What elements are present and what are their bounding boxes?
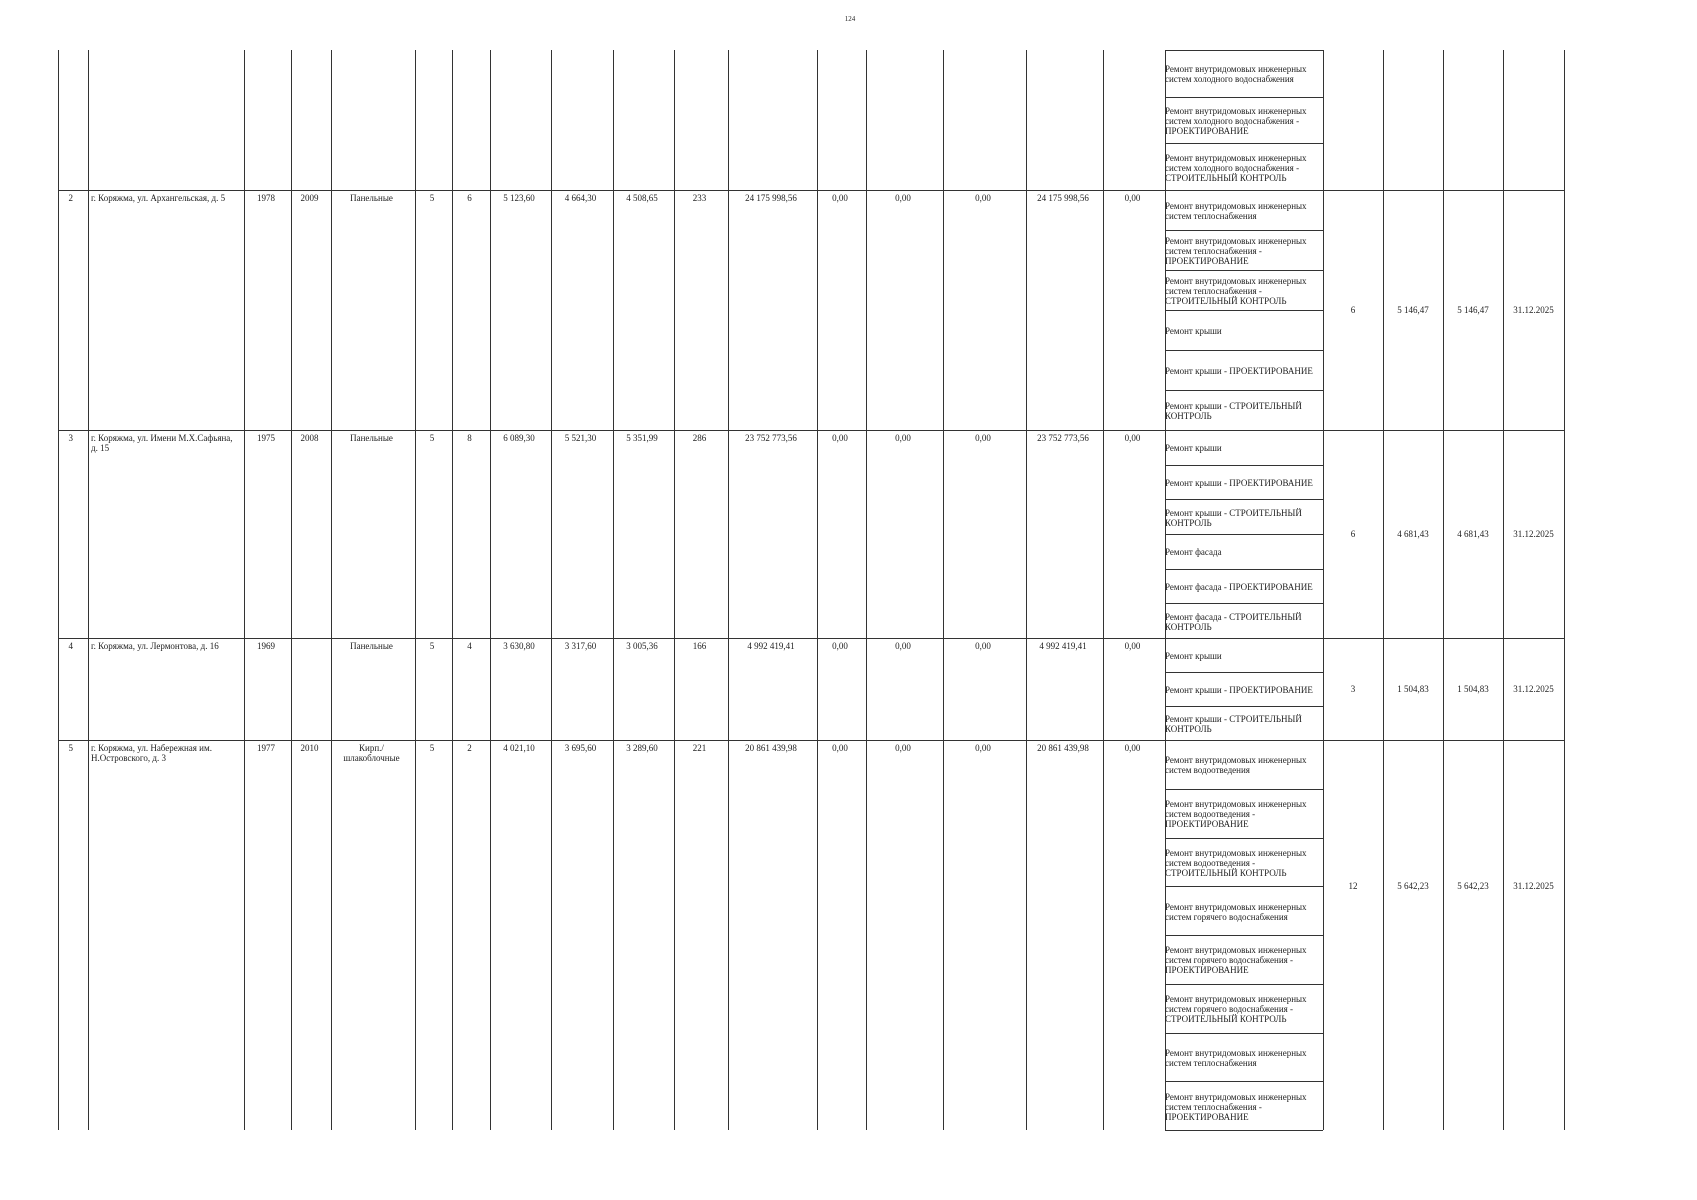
cell-cost-fund: 0,00 [832, 641, 848, 651]
column-rule [866, 50, 867, 1130]
cell-cost-region: 0,00 [895, 641, 911, 651]
work-rule [1165, 50, 1323, 51]
cell-floors: 5 [429, 743, 435, 753]
work-item: Ремонт внутридомовых инженерных систем теплоснабжения - СТРОИТЕЛЬНЫЙ КОНТРОЛЬ [1165, 276, 1307, 306]
cell-deadline: 31.12.2025 [1513, 305, 1554, 315]
cell-entrances: 8 [467, 433, 472, 443]
cell-address: г. Коряжма, ул. Лермонтова, д. 16 [91, 641, 219, 651]
work-item: Ремонт внутридомовых инженерных систем водоотведения [1165, 755, 1307, 776]
cell-entrances: 2 [467, 743, 472, 753]
cell-area-residential: 3 289,60 [626, 743, 658, 753]
work-item: Ремонт внутридомовых инженерных систем горячего водоснабжения [1165, 901, 1307, 922]
cell-cost-total: 20 861 439,98 [745, 743, 797, 753]
work-rule [1165, 984, 1323, 985]
column-rule [1564, 50, 1565, 1130]
work-rule [1165, 143, 1323, 144]
cell-cost-owners: 4 992 419,41 [1039, 641, 1087, 651]
cell-wall-material: Панельные [350, 433, 393, 443]
cell-unit-cost-limit: 5 146,47 [1457, 305, 1489, 315]
work-rule [1165, 569, 1323, 570]
cell-cost-municipal: 0,00 [975, 433, 991, 443]
cell-cost-region: 0,00 [895, 193, 911, 203]
work-rule [1165, 465, 1323, 466]
cell-unit-cost: 1 504,83 [1397, 684, 1429, 694]
cell-floors: 5 [429, 433, 435, 443]
work-rule [1165, 935, 1323, 936]
cell-cost-fund: 0,00 [832, 193, 848, 203]
work-item: Ремонт внутридомовых инженерных систем водоотведения - ПРОЕКТИРОВАНИЕ [1165, 799, 1307, 830]
work-item: Ремонт внутридомовых инженерных систем теплоснабжения - ПРОЕКТИРОВАНИЕ [1165, 1091, 1307, 1122]
column-rule [728, 50, 729, 1130]
work-rule [1165, 310, 1323, 311]
cell-works-count: 6 [1350, 529, 1356, 539]
work-rule [1165, 97, 1323, 98]
column-rule [58, 50, 59, 1130]
cell-cost-municipal: 0,00 [975, 193, 991, 203]
cell-area-premises: 3 317,60 [564, 641, 597, 651]
row-rule [58, 190, 1564, 191]
column-rule [943, 50, 944, 1130]
work-rule [1165, 789, 1323, 790]
cell-address: г. Коряжма, ул. Архангельская, д. 5 [91, 193, 226, 203]
work-rule [1165, 1081, 1323, 1082]
cell-address: г. Коряжма, ул. Имени М.Х.Сафьяна, д. 15 [91, 433, 233, 453]
cell-cost-total: 4 992 419,41 [747, 641, 795, 651]
cell-cost-owners: 20 861 439,98 [1037, 743, 1089, 753]
cell-wall-material: Кирп./ шлакоблочные [343, 743, 400, 763]
cell-cost-owners: 23 752 773,56 [1037, 433, 1089, 443]
work-rule [1165, 603, 1323, 604]
work-item: Ремонт внутридомовых инженерных систем горячего водоснабжения - ПРОЕКТИРОВАНИЕ [1165, 945, 1307, 976]
cell-no: 2 [68, 193, 73, 203]
cell-area-total: 5 123,60 [503, 193, 535, 203]
cell-year-renovated: 2010 [300, 743, 319, 753]
work-item: Ремонт фасада [1165, 547, 1222, 558]
work-rule [1165, 706, 1323, 707]
row-rule [58, 740, 1564, 741]
work-item: Ремонт внутридомовых инженерных систем холодного водоснабжения [1165, 64, 1307, 85]
cell-cost-total: 23 752 773,56 [745, 433, 797, 443]
cell-unit-cost: 4 681,43 [1397, 529, 1429, 539]
work-rule [1165, 350, 1323, 351]
cell-year-built: 1978 [257, 193, 275, 203]
work-rule [1165, 672, 1323, 673]
cell-no: 4 [68, 641, 73, 651]
cell-residents: 166 [692, 641, 707, 651]
work-item: Ремонт крыши - ПРОЕКТИРОВАНИЕ [1165, 477, 1313, 488]
column-rule [88, 50, 89, 1130]
work-item: Ремонт крыши [1165, 651, 1222, 661]
cell-area-total: 3 630,80 [503, 641, 535, 651]
work-item: Ремонт внутридомовых инженерных систем горячего водоснабжения - СТРОИТЕЛЬНЫЙ КОНТРОЛЬ [1165, 994, 1307, 1025]
cell-residents: 233 [692, 193, 707, 203]
work-rule [1165, 886, 1323, 887]
row-rule [58, 638, 1564, 639]
work-item: Ремонт крыши - ПРОЕКТИРОВАНИЕ [1165, 366, 1313, 376]
cell-area-premises: 4 664,30 [564, 193, 597, 203]
cell-cost-total: 24 175 998,56 [745, 193, 797, 203]
work-rule [1165, 1130, 1323, 1131]
cell-cost-region: 0,00 [895, 743, 911, 753]
cell-cost-municipal: 0,00 [975, 743, 991, 753]
work-item: Ремонт фасада - СТРОИТЕЛЬНЫЙ КОНТРОЛЬ [1165, 611, 1302, 632]
cell-unit-cost: 5 146,47 [1397, 305, 1429, 315]
work-item: Ремонт крыши - ПРОЕКТИРОВАНИЕ [1165, 685, 1313, 695]
cell-cost-fund: 0,00 [832, 743, 848, 753]
work-rule [1165, 230, 1323, 231]
cell-year-built: 1975 [257, 433, 275, 443]
column-rule [674, 50, 675, 1130]
cell-cost-region: 0,00 [895, 433, 911, 443]
cell-area-premises: 5 521,30 [564, 433, 597, 443]
cell-entrances: 4 [467, 641, 472, 651]
cell-entrances: 6 [467, 193, 472, 203]
row-rule [58, 430, 1564, 431]
cell-deadline: 31.12.2025 [1513, 684, 1554, 694]
cell-cost-fund: 0,00 [832, 433, 848, 443]
column-rule [817, 50, 818, 1130]
work-item: Ремонт фасада - ПРОЕКТИРОВАНИЕ [1165, 581, 1313, 592]
work-item: Ремонт внутридомовых инженерных систем холодного водоснабжения - ПРОЕКТИРОВАНИЕ [1165, 105, 1307, 136]
cell-no: 5 [68, 743, 73, 753]
cell-unit-cost: 5 642,23 [1397, 881, 1429, 891]
cell-cost-other: 0,00 [1124, 641, 1141, 651]
cell-year-renovated: 2008 [300, 433, 319, 443]
work-rule [1165, 1033, 1323, 1034]
work-item: Ремонт внутридомовых инженерных систем теплоснабжения - ПРОЕКТИРОВАНИЕ [1165, 236, 1307, 266]
cell-floors: 5 [429, 193, 435, 203]
cell-area-residential: 4 508,65 [626, 193, 658, 203]
column-rule [291, 50, 292, 1130]
cell-unit-cost-limit: 4 681,43 [1457, 529, 1489, 539]
cell-cost-other: 0,00 [1124, 743, 1141, 753]
cell-residents: 221 [692, 743, 707, 753]
cell-residents: 286 [692, 433, 707, 443]
work-item: Ремонт крыши [1165, 443, 1222, 454]
cell-area-residential: 5 351,99 [626, 433, 658, 443]
cell-year-built: 1977 [257, 743, 275, 753]
column-rule [452, 50, 453, 1130]
cell-cost-other: 0,00 [1124, 433, 1141, 443]
cell-works-count: 6 [1350, 305, 1356, 315]
work-item: Ремонт крыши - СТРОИТЕЛЬНЫЙ КОНТРОЛЬ [1165, 401, 1302, 421]
cell-deadline: 31.12.2025 [1513, 881, 1554, 891]
cell-area-total: 4 021,10 [503, 743, 535, 753]
cell-unit-cost-limit: 5 642,23 [1457, 881, 1489, 891]
cell-wall-material: Панельные [350, 193, 393, 203]
column-rule [1503, 50, 1504, 1130]
cell-works-count: 3 [1350, 684, 1356, 694]
cell-floors: 5 [429, 641, 435, 651]
work-item: Ремонт крыши [1165, 326, 1222, 336]
cell-address: г. Коряжма, ул. Набережная им. Н.Островского, д. 3 [91, 743, 212, 763]
cell-cost-other: 0,00 [1124, 193, 1141, 203]
cell-unit-cost-limit: 1 504,83 [1457, 684, 1489, 694]
work-item: Ремонт внутридомовых инженерных систем теплоснабжения [1165, 1047, 1307, 1068]
cell-year-renovated: 2009 [300, 193, 319, 203]
work-rule [1165, 838, 1323, 839]
cell-wall-material: Панельные [350, 641, 393, 651]
column-rule [244, 50, 245, 1130]
cell-works-count: 12 [1348, 881, 1358, 891]
column-rule [415, 50, 416, 1130]
column-rule [1103, 50, 1104, 1130]
work-item: Ремонт внутридомовых инженерных систем водоотведения - СТРОИТЕЛЬНЫЙ КОНТРОЛЬ [1165, 847, 1307, 878]
cell-no: 3 [68, 433, 73, 443]
column-rule [1383, 50, 1384, 1130]
column-rule [490, 50, 491, 1130]
cell-year-built: 1969 [257, 641, 275, 651]
cell-cost-municipal: 0,00 [975, 641, 991, 651]
work-item: Ремонт крыши - СТРОИТЕЛЬНЫЙ КОНТРОЛЬ [1165, 507, 1302, 528]
work-rule [1165, 534, 1323, 535]
work-rule [1165, 270, 1323, 271]
column-rule [331, 50, 332, 1130]
cell-cost-owners: 24 175 998,56 [1037, 193, 1089, 203]
work-rule [1165, 390, 1323, 391]
work-rule [1165, 499, 1323, 500]
work-item: Ремонт внутридомовых инженерных систем холодного водоснабжения - СТРОИТЕЛЬНЫЙ КОНТРОЛЬ [1165, 152, 1307, 183]
cell-area-premises: 3 695,60 [564, 743, 597, 753]
column-rule [1323, 50, 1324, 1130]
column-rule [551, 50, 552, 1130]
cell-area-residential: 3 005,36 [626, 641, 658, 651]
work-item: Ремонт крыши - СТРОИТЕЛЬНЫЙ КОНТРОЛЬ [1165, 714, 1302, 734]
page-number: 124 [844, 15, 856, 23]
work-item: Ремонт внутридомовых инженерных систем теплоснабжения [1165, 201, 1307, 221]
cell-area-total: 6 089,30 [503, 433, 535, 443]
column-rule [1443, 50, 1444, 1130]
cell-deadline: 31.12.2025 [1513, 529, 1554, 539]
column-rule [613, 50, 614, 1130]
column-rule [1026, 50, 1027, 1130]
